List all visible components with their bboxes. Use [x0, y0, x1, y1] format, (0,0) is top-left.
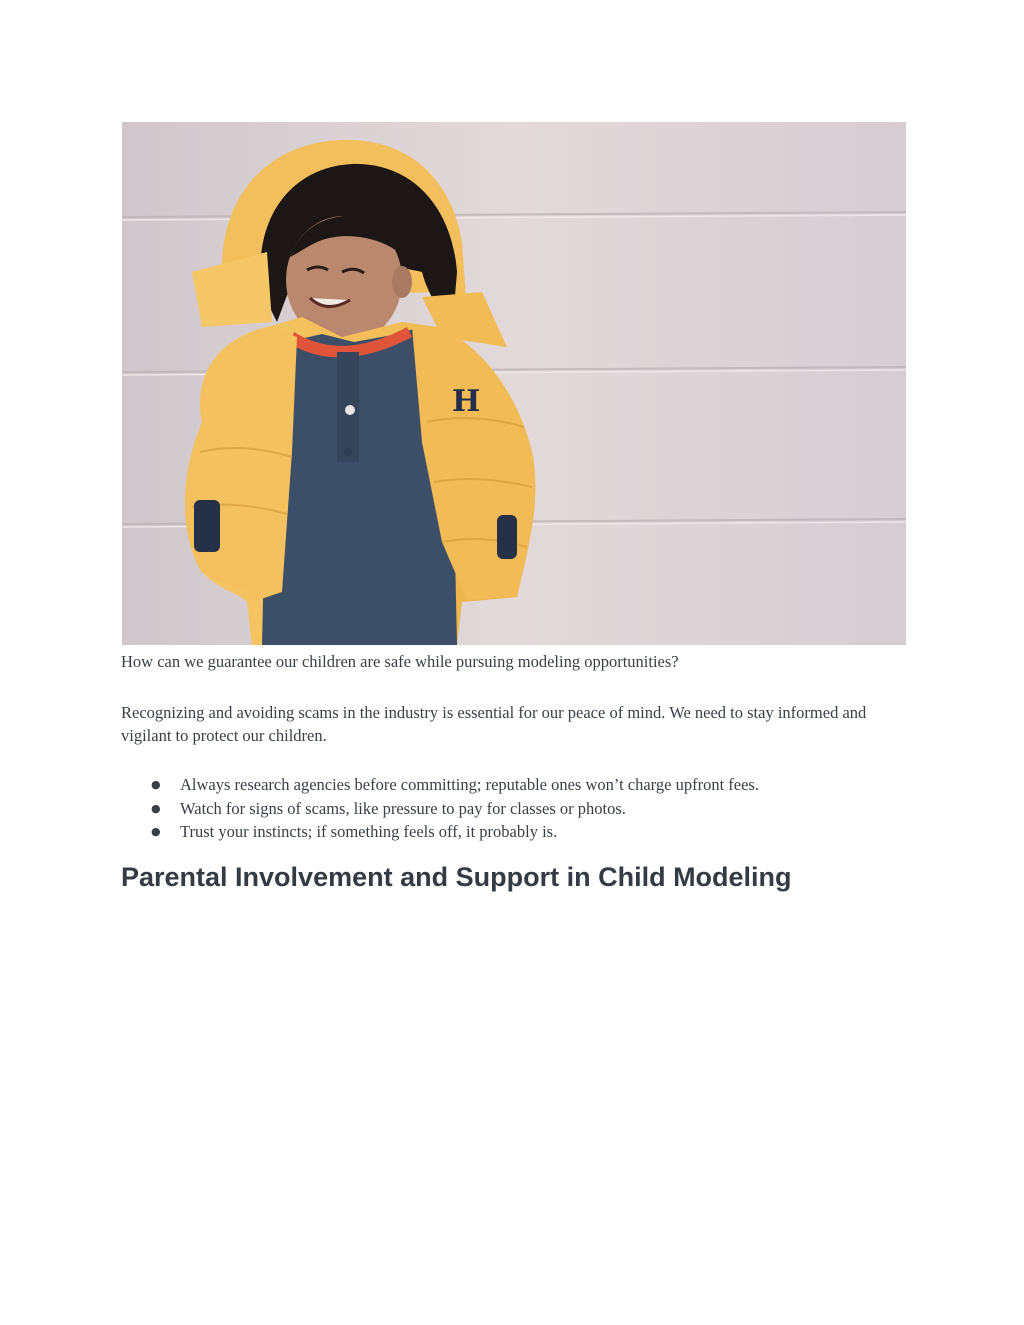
jacket-logo: H [452, 384, 481, 419]
safety-tips-list [121, 773, 911, 844]
list-item-text: Always research agencies before committing; reputable ones won’t charge upfront fees. [180, 775, 759, 794]
photo-caption: How can we guarantee our children are safe while pursuing modeling opportunities? [121, 652, 679, 671]
bullet-icon: ● [151, 825, 161, 838]
list-item [121, 773, 911, 797]
list-item [121, 820, 911, 844]
bullet-icon: ● [151, 778, 161, 791]
list-item [121, 797, 911, 821]
section-heading: Parental Involvement and Support in Child Modeling [121, 862, 792, 892]
bullet-icon: ● [151, 801, 161, 815]
list-item-text: Watch for signs of scams, like pressure to pay for classes or photos. [180, 798, 626, 818]
intro-paragraph: Recognizing and avoiding scams in the industry is essential for our peace of mind. We need to stay informed and vigilant to protect our children. [121, 703, 867, 745]
child-photo [122, 122, 906, 645]
list-item-text: Trust your instincts; if something feels off, it probably is. [180, 822, 558, 841]
child-photo-illustration [122, 122, 906, 645]
